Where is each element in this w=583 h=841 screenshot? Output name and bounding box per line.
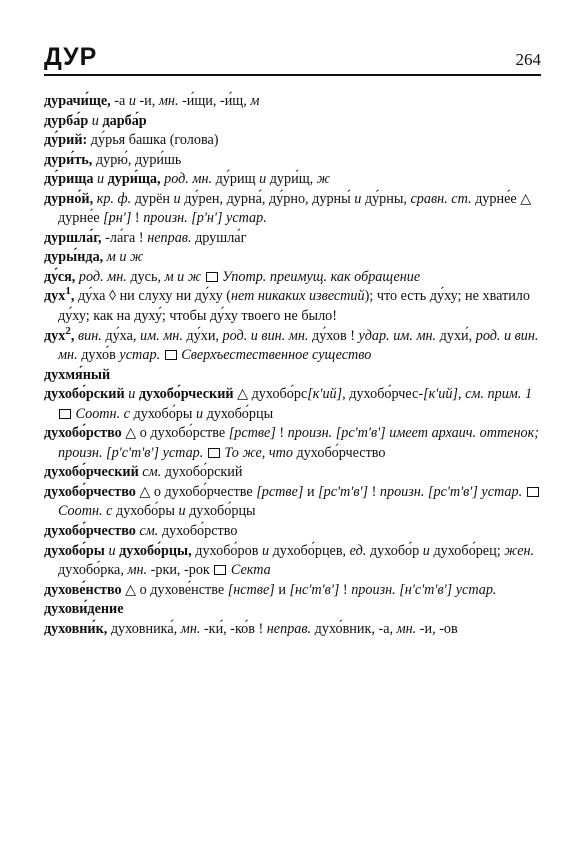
entry-text: ! bbox=[275, 425, 288, 442]
entry-text: △ духобо́рс bbox=[233, 386, 308, 403]
entry-label: устар. bbox=[162, 444, 204, 461]
dictionary-entry bbox=[44, 170, 541, 190]
entry-label: м bbox=[250, 93, 260, 109]
dictionary-entry bbox=[44, 229, 541, 249]
entry-text: △ о духобо́рстве bbox=[121, 425, 229, 442]
entry-headword: дурно́й, bbox=[44, 190, 94, 207]
entry-text bbox=[522, 484, 526, 500]
dictionary-entry bbox=[44, 151, 541, 171]
comment-box-icon bbox=[527, 487, 539, 497]
entry-text bbox=[532, 386, 536, 402]
entry-text: духобо́рка, bbox=[58, 542, 538, 579]
dictionary-entry bbox=[44, 248, 541, 268]
dictionary-entry bbox=[44, 366, 541, 386]
entry-text: духо́в bbox=[77, 347, 120, 364]
comment-box-icon bbox=[165, 350, 177, 360]
entry-headword: духови́дение bbox=[44, 601, 124, 618]
entry-text: духобо́рцы bbox=[185, 503, 256, 520]
entry-headword: ду́рища bbox=[44, 171, 94, 188]
entry-headword: , bbox=[70, 288, 75, 305]
dictionary-entry bbox=[44, 542, 541, 581]
entry-label: [нстве] bbox=[227, 581, 275, 598]
entry-text: ду́ха ◊ ни слуху ни ду́ху ( bbox=[74, 288, 231, 305]
entry-text: -и, -ов bbox=[416, 620, 458, 637]
entry-label: [рс'т'в'] bbox=[427, 483, 478, 500]
entry-label: и bbox=[261, 542, 270, 559]
entry-text bbox=[540, 484, 544, 500]
entry-text: духобо́рцы bbox=[203, 405, 274, 422]
entry-text: -и́щи, -и́щ, bbox=[178, 93, 251, 109]
entry-label: мн. bbox=[158, 93, 179, 109]
entry-label: мн. bbox=[180, 620, 201, 637]
entry-label: м и ж bbox=[106, 249, 144, 266]
entry-headword: духобо́рцы, bbox=[119, 542, 192, 559]
entry-headword: ду́ся, bbox=[44, 268, 76, 285]
dictionary-entry bbox=[44, 522, 541, 542]
entry-text: духобо́рский bbox=[161, 464, 243, 481]
entry-text: духобо́рство bbox=[158, 523, 238, 540]
dictionary-entry bbox=[44, 620, 541, 640]
entry-text: -а bbox=[110, 93, 129, 109]
entry-text: дурне́е △ дурне́е bbox=[58, 190, 535, 227]
entry-label: и bbox=[128, 93, 136, 109]
entry-headword: духобо́рский bbox=[44, 386, 125, 403]
entry-label: устар. bbox=[481, 483, 523, 500]
entry-label: [рстве] bbox=[228, 425, 276, 442]
comment-box-icon bbox=[206, 272, 218, 282]
entry-headword: духобо́рство bbox=[44, 425, 122, 442]
entry-label: Употр. преимущ. как обращение bbox=[222, 268, 421, 285]
entry-text: -и, bbox=[135, 93, 159, 109]
entry-text bbox=[160, 347, 164, 363]
entry-text: друшла́г bbox=[191, 229, 247, 246]
entry-text: и bbox=[303, 483, 319, 500]
entry-headword: дурба́р bbox=[44, 112, 89, 129]
entry-text: ду́рья башка (голова) bbox=[87, 132, 219, 149]
dictionary-entry bbox=[44, 324, 543, 366]
comment-box-icon bbox=[208, 448, 220, 458]
entry-label: Сверхъестественное существо bbox=[181, 347, 372, 364]
entry-text: ду́рен, дурна́, ду́рно, дурны́ bbox=[180, 190, 355, 207]
entry-label: и bbox=[173, 190, 181, 207]
entry-text: духобо́р bbox=[366, 542, 423, 559]
entry-label: сравн. ст. bbox=[410, 190, 472, 207]
entry-label: устар. bbox=[119, 347, 161, 364]
entry-text: , духобо́рчес- bbox=[342, 386, 424, 403]
entry-headword: духобо́рчество bbox=[44, 523, 136, 540]
entry-text: -ла́га ! bbox=[101, 229, 148, 246]
entry-text: духобо́рчество bbox=[292, 444, 386, 461]
entry-label: [к'ий] bbox=[307, 386, 343, 403]
entry-text: духобо́рцев, bbox=[269, 542, 350, 559]
entry-text: духовника́, bbox=[107, 620, 181, 637]
entry-label: ж bbox=[316, 171, 330, 188]
entry-label: кр. ф. bbox=[96, 190, 132, 207]
dictionary-entry bbox=[44, 483, 541, 522]
dictionary-entry bbox=[44, 190, 541, 229]
entry-label: неправ. bbox=[266, 620, 312, 637]
entry-text: ду́ха, bbox=[101, 327, 140, 344]
entry-text: и bbox=[274, 581, 290, 598]
entry-label: удар. им. мн. bbox=[358, 327, 437, 344]
entry-text: , bbox=[457, 386, 466, 403]
entry-label: [к'ий] bbox=[423, 386, 458, 403]
dictionary-entry bbox=[44, 581, 541, 601]
entry-headword: духобо́ры bbox=[44, 542, 105, 559]
entry-label: см. bbox=[142, 464, 162, 481]
entry-text: △ о духове́нстве bbox=[121, 581, 228, 598]
entry-label: род. мн. bbox=[164, 171, 213, 188]
entry-text: △ о духобо́рчестве bbox=[135, 483, 257, 500]
page-header bbox=[44, 40, 541, 76]
entry-label: и bbox=[91, 112, 99, 129]
entry-headword: дури́ща, bbox=[107, 171, 161, 188]
entry-text: ду́рны, bbox=[361, 190, 411, 207]
entry-text: духобо́ры bbox=[129, 405, 196, 422]
entry-label: нет никаких известий bbox=[230, 288, 365, 305]
entry-text bbox=[201, 269, 205, 285]
header-rule bbox=[44, 74, 541, 76]
comment-box-icon bbox=[59, 409, 71, 419]
entry-headword: духобо́рческий bbox=[44, 464, 139, 481]
entry-text: дурён bbox=[131, 190, 174, 207]
dictionary-entry bbox=[44, 131, 541, 151]
entry-label: и bbox=[354, 190, 362, 207]
entry-label: м и ж bbox=[164, 268, 202, 285]
entry-label: [рс'т'в'] bbox=[335, 425, 386, 442]
dictionary-entry bbox=[44, 463, 541, 483]
entry-headword: дарба́р bbox=[102, 112, 147, 129]
entry-label: см. bbox=[139, 523, 159, 540]
entry-label: Соотн. с bbox=[75, 405, 130, 422]
entry-headword: ду́рий: bbox=[44, 132, 88, 149]
entry-label: [нс'т'в'] bbox=[289, 581, 340, 598]
entry-label: [р'с'т'в'] bbox=[106, 444, 160, 461]
entry-headword: духове́нство bbox=[44, 581, 122, 598]
dictionary-entry bbox=[44, 92, 541, 112]
dictionary-entry bbox=[44, 600, 541, 620]
entry-label: им. мн. bbox=[139, 327, 183, 344]
entry-label: неправ. bbox=[147, 229, 192, 246]
entry-text bbox=[203, 445, 207, 461]
entry-label: То же, что bbox=[224, 444, 293, 461]
entry-label: и bbox=[178, 503, 186, 520]
entry-label: имеет архаич. оттенок; произн. bbox=[58, 425, 543, 461]
entry-text: ! bbox=[368, 483, 380, 500]
entry-label: [н'с'т'в'] bbox=[399, 581, 453, 598]
entry-headword: дурачи́ще, bbox=[44, 93, 111, 109]
entry-headword: дуры́нда, bbox=[44, 249, 104, 266]
entry-text: ду́рищ bbox=[212, 171, 260, 188]
entry-headword: дуршла́г, bbox=[44, 229, 102, 246]
entry-text: -ки́, -ко́в ! bbox=[200, 620, 267, 637]
dictionary-entry bbox=[44, 287, 541, 326]
entry-label: род. и вин. мн. bbox=[222, 327, 309, 344]
entry-label: род. и вин. мн. bbox=[58, 327, 543, 364]
entry-label: [рс'т'в'] bbox=[318, 483, 369, 500]
entry-label: Соотн. с bbox=[58, 503, 113, 520]
entry-label: ед. bbox=[349, 542, 367, 559]
entry-label: [рстве] bbox=[256, 483, 304, 500]
entry-label: и bbox=[259, 171, 267, 188]
entry-label: и bbox=[128, 386, 136, 403]
entry-text: духобо́ры bbox=[112, 503, 179, 520]
entry-text: духо́вник, -а, bbox=[311, 620, 397, 637]
entry-label: Секта bbox=[230, 562, 271, 579]
entry-headword: , bbox=[70, 327, 75, 344]
entry-label: произн. bbox=[379, 483, 425, 500]
entry-label: [р'н'] bbox=[191, 210, 223, 227]
entry-label: см. прим. 1 bbox=[465, 386, 533, 403]
entry-headword: дух bbox=[44, 327, 66, 344]
entry-headword: духмя́ный bbox=[44, 366, 111, 383]
entry-label: устар. bbox=[455, 581, 497, 598]
running-headword: ДУР bbox=[44, 43, 98, 71]
entry-label: [рн'] bbox=[103, 210, 132, 227]
entry-text: духобо́рец; bbox=[429, 542, 505, 559]
entry-label: мн. bbox=[127, 562, 148, 579]
entry-label: произн. bbox=[351, 581, 396, 598]
entry-text: духобо́ров bbox=[191, 542, 262, 559]
entry-text: ду́хи, bbox=[182, 327, 223, 344]
homonym-number: 2 bbox=[65, 324, 71, 337]
homonym-number: 1 bbox=[65, 285, 71, 298]
entry-text: дури́щ, bbox=[266, 171, 317, 188]
entry-text: -рки, -рок bbox=[147, 562, 214, 579]
entry-text: дурю́, дури́шь bbox=[92, 151, 182, 168]
entry-label: и bbox=[108, 542, 116, 559]
entry-label: мн. bbox=[396, 620, 417, 637]
entry-list bbox=[44, 92, 541, 639]
entry-text: ); что есть ду́ху; не хватило ду́ху; как на духу́; чтобы ду́ху твоего не было! bbox=[58, 288, 534, 325]
entry-headword: дури́ть, bbox=[44, 151, 93, 168]
entry-label: устар. bbox=[226, 210, 267, 227]
comment-box-icon bbox=[214, 565, 226, 575]
page-number: 264 bbox=[515, 50, 541, 69]
entry-text: ! bbox=[131, 210, 144, 227]
entry-text: дусь, bbox=[126, 268, 165, 285]
dictionary-entry bbox=[44, 112, 541, 132]
entry-headword: духобо́рчество bbox=[44, 483, 136, 500]
entry-text: ду́хов ! bbox=[308, 327, 359, 344]
dictionary-entry bbox=[44, 424, 541, 463]
entry-headword: дух bbox=[44, 288, 66, 305]
entry-label: произн. bbox=[287, 425, 333, 442]
entry-label: произн. bbox=[143, 210, 188, 227]
entry-headword: духовни́к, bbox=[44, 620, 108, 637]
dictionary-entry bbox=[44, 385, 541, 424]
dictionary-entry bbox=[44, 268, 541, 288]
entry-label: и bbox=[422, 542, 430, 559]
entry-text: духи́, bbox=[436, 327, 476, 344]
entry-label: жен. bbox=[504, 542, 535, 559]
entry-label: и bbox=[96, 171, 105, 188]
entry-headword: духобо́рческий bbox=[138, 386, 234, 403]
entry-text: ! bbox=[339, 581, 352, 598]
entry-label: и bbox=[195, 405, 204, 422]
entry-label: род. мн. bbox=[78, 268, 127, 285]
entry-label: вин. bbox=[77, 327, 102, 344]
